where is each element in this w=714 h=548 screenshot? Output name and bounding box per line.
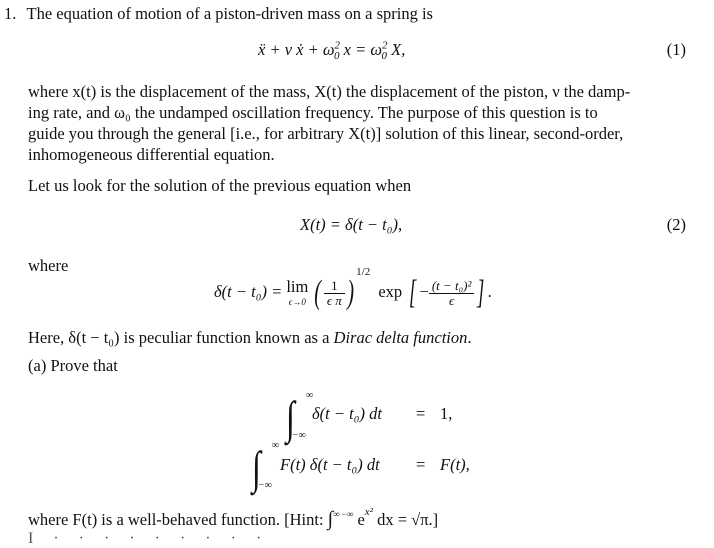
final-hint-rest: dx = √π.]: [372, 510, 439, 529]
delta-frac-2: [429, 279, 475, 308]
integral-2-lower: −∞: [258, 480, 272, 491]
eq1-rhs-b: X,: [391, 40, 406, 59]
integral-2-eq: =: [416, 455, 426, 474]
problem-heading: [4, 4, 433, 24]
integral-1-eq: =: [416, 404, 426, 423]
delta-frac-1: [324, 279, 345, 308]
paragraph-3: [28, 328, 472, 348]
para1-line-3: guide you through the general [i.e., for arbitrary X(t)] solution of this linear, second-order,: [28, 124, 624, 143]
para3-emph: Dirac delta function: [333, 328, 468, 347]
delta-definition: δ(t − t₀) = lim ϵ→0 ( $\frac{1}{\text{ϵ π}}$ )$^{1/2}$ exp [ − $\frac{\text{(t − t₀)²}}{\epsilon}$ ] .: [214, 265, 492, 312]
para1-line-2: ing rate, and ω₀ the undamped oscillation frequency. The purpose of this question is to: [28, 103, 598, 122]
delta-frac2-den: ϵ: [448, 292, 455, 308]
delta-lim-sub: ϵ→0: [288, 297, 306, 308]
final-hint-exp: x²: [364, 505, 373, 518]
delta-frac1-den: ϵ π: [326, 292, 342, 308]
integral-2-body: F(t) δ(t − t₀) dt: [280, 455, 380, 474]
para3-suffix: .: [467, 328, 472, 347]
paragraph-2: Let us look for the solution of the previous equation when: [28, 176, 412, 195]
integral-2-rhs: F(t),: [440, 455, 470, 474]
eq2-label: (2): [666, 215, 686, 234]
eq1-sub0-a: 0: [334, 50, 340, 63]
final-hint-integral: ∫: [327, 508, 334, 530]
equation-2: X(t) = δ(t − t₀),: [300, 215, 403, 234]
integral-2-upper: ∞: [272, 440, 280, 451]
eq1-sup2-b: 2: [382, 39, 388, 52]
integral-2-sign: ∫: [252, 442, 261, 493]
delta-frac2-num: (t − t₀)²: [429, 279, 475, 294]
where-label: where: [28, 256, 69, 275]
eq1-lhs-b: x = ω: [343, 40, 382, 59]
eq1-sup2-a: 2: [334, 39, 341, 52]
problem-number: 1.: [4, 4, 17, 23]
eq1-lhs-a: ẍ + ν ẋ + ω: [258, 40, 335, 59]
eq1-label: (1): [666, 40, 686, 59]
delta-rbrack: ]: [477, 274, 485, 312]
integral-1-sign: ∫: [286, 392, 295, 443]
integral-1-upper: ∞: [306, 390, 314, 401]
final-line: [28, 505, 439, 531]
para3-prefix: Here, δ(t − t₀) is peculiar function known as a: [28, 328, 334, 347]
delta-limit: [286, 278, 308, 308]
delta-lim-word: lim: [286, 277, 309, 297]
para1-line-1: where x(t) is the displacement of the mass, X(t) the displacement of the piston, ν the damp-: [28, 82, 631, 101]
paragraph-1: [28, 81, 688, 165]
problem-intro: The equation of motion of a piston-driven mass on a spring is: [26, 4, 433, 23]
delta-end: .: [487, 282, 492, 301]
equation-1: [258, 39, 406, 63]
final-prefix: where F(t) is a well-behaved function. [Hint:: [28, 510, 328, 529]
delta-lhs: δ(t − t₀) =: [214, 282, 283, 301]
integral-1-lower: −∞: [292, 430, 306, 441]
final-hint-lims: ∞ −∞: [333, 509, 354, 519]
delta-exp: exp: [378, 282, 403, 301]
cutoff-line: I · · · · · · · · ·: [28, 530, 270, 547]
delta-lbrack: [: [409, 274, 417, 312]
delta-frac1-num: 1: [324, 279, 345, 294]
delta-lparen: (: [314, 274, 322, 312]
para1-line-4: inhomogeneous differential equation.: [28, 145, 275, 164]
final-hint-body: e: [353, 510, 365, 529]
delta-pow: 1/2: [356, 265, 371, 278]
eq1-sub0-b: 0: [381, 50, 387, 63]
integral-1-rhs: 1,: [440, 404, 453, 423]
part-a-label: (a) Prove that: [28, 356, 118, 375]
integral-1-body: δ(t − t₀) dt: [312, 404, 382, 423]
delta-rparen: ): [347, 274, 354, 312]
